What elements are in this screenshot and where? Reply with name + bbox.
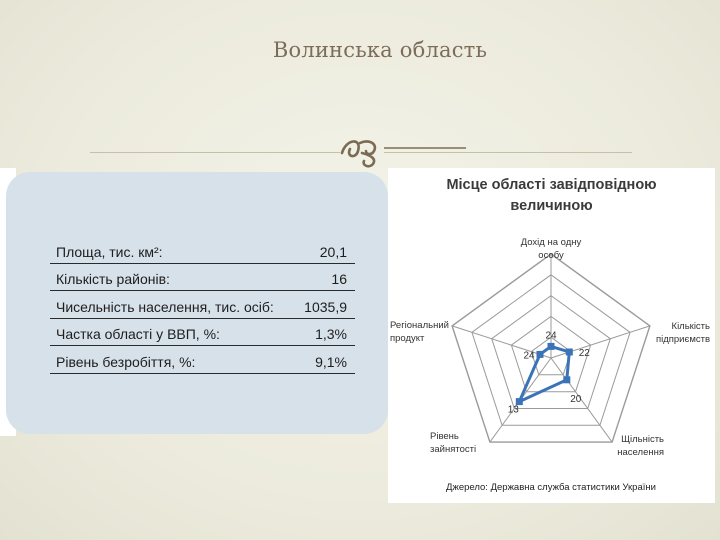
radar-axis-label-line: Кількість [671, 321, 710, 332]
info-row-label: Площа, тис. км²: [56, 243, 163, 260]
radar-axis-label [617, 434, 664, 458]
title-divider-left [90, 152, 340, 153]
title-divider-right [384, 152, 632, 153]
radar-axis-label [656, 321, 710, 345]
chart-title-line-2: величиною [510, 198, 593, 214]
radar-point [566, 349, 573, 356]
radar-value-label: 22 [578, 348, 590, 359]
info-row-label: Кількість районів: [56, 271, 170, 287]
radar-axis-label-line: Рівень [430, 431, 459, 442]
info-row [50, 346, 355, 374]
info-row-value: 9,1% [315, 353, 347, 370]
info-row [50, 291, 355, 319]
radar-axis-label [521, 237, 582, 261]
chart-source-note: Джерело: Державна служба статистики України [446, 482, 656, 493]
info-row-value: 20,1 [319, 243, 347, 260]
info-row-value: 16 [331, 271, 347, 287]
info-row [50, 236, 355, 264]
info-table [50, 236, 355, 374]
info-row [50, 264, 355, 292]
radar-axis-label-line: продукт [390, 333, 425, 344]
info-row-label: Рівень безробіття, %: [56, 353, 196, 370]
radar-spoke [452, 326, 551, 358]
radar-point [548, 343, 555, 350]
info-row-value: 1,3% [315, 326, 347, 342]
info-row-value: 1035,9 [304, 298, 347, 315]
radar-chart-card [388, 168, 715, 503]
info-row-label: Частка області у ВВП, %: [56, 326, 220, 342]
radar-point [537, 351, 544, 358]
radar-spoke [551, 358, 612, 442]
radar-value-label: 13 [507, 404, 519, 416]
radar-axis-label-line: підприємств [655, 334, 710, 345]
slide-title: Волинська область [272, 38, 488, 62]
radar-axis-label-line: Дохід на одну [520, 237, 582, 248]
radar-axis-label-line: особу [538, 250, 564, 261]
scroll-ornament-icon [336, 133, 384, 169]
chart-title-line-1: Місце області завідповідною [446, 177, 657, 193]
info-row-label: Чисельність населення, тис. осіб: [56, 298, 274, 315]
radar-axis-label-line: Щільність [621, 434, 664, 445]
radar-axis-label-line: населення [617, 447, 664, 458]
radar-axis-label-line: Регіональний [390, 320, 449, 331]
radar-value-label: 20 [570, 393, 582, 405]
radar-point [563, 376, 570, 383]
info-row [50, 319, 355, 347]
radar-value-label: 24 [545, 330, 557, 342]
radar-axis-label [430, 431, 476, 455]
radar-chart [388, 168, 715, 503]
radar-axis-label-line: зайнятості [430, 444, 477, 455]
title-divider-accent [384, 147, 466, 149]
radar-value-label: 24 [523, 350, 535, 362]
radar-axis-label [390, 320, 449, 344]
